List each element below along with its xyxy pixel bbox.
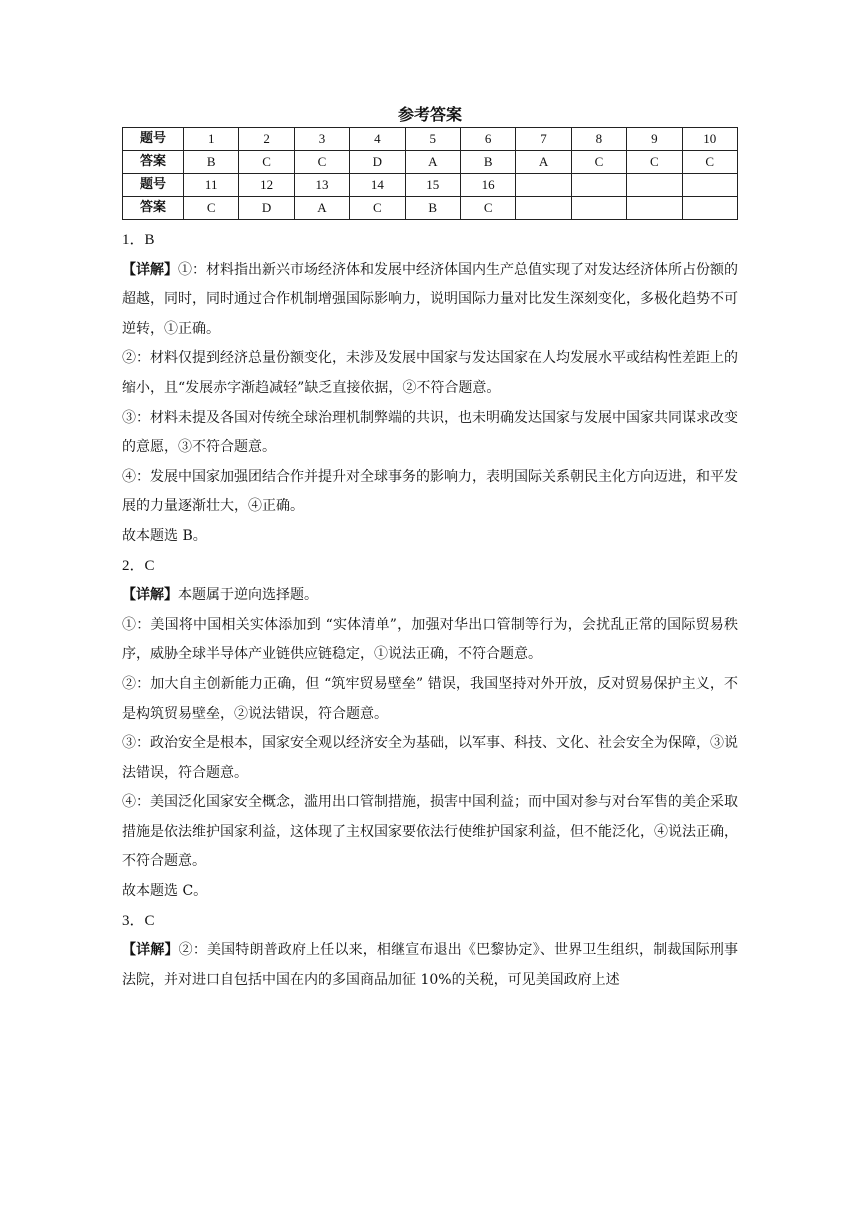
table-cell: A [516,151,571,174]
table-cell: C [571,151,626,174]
question-number: 1．B [122,232,155,248]
paragraph-text: ③：材料未提及各国对传统全球治理机制弊端的共识，也未明确发达国家与发展中国家共同谋求改变的意愿，③不符合题意。 [122,409,738,456]
table-cell: 12 [239,174,294,197]
paragraph-text: ④：美国泛化国家安全概念，滥用出口管制措施，损害中国利益；而中国对参与对台军售的美企采取措施是依法维护国家利益，这体现了主权国家要依法行使维护国家利益，但不能泛化，④说法正确，不符合题意。 [122,794,738,870]
table-cell: 9 [627,128,682,151]
paragraph-text: ④：发展中国家加强团结合作并提升对全球事务的影响力，表明国际关系朝民主化方向迈进，和平发展的力量逐渐壮大，④正确。 [122,468,738,515]
detail-tag: 【详解】 [122,942,179,959]
table-cell: C [184,197,239,220]
table-cell [571,174,626,197]
table-row [123,128,738,151]
answer-table [122,127,738,220]
explanation-paragraph [122,463,738,522]
table-cell: 5 [405,128,460,151]
paragraph-text: ①：材料指出新兴市场经济体和发展中经济体国内生产总值实现了对发达经济体所占份额的超越，同时，同时通过合作机制增强国际影响力，说明国际力量对比发生深刻变化，多极化趋势不可逆转，①正确。 [122,261,738,337]
table-cell: C [627,151,682,174]
explanation-paragraph [122,344,738,403]
explanation-paragraph [122,670,738,729]
table-cell [682,197,737,220]
explanation-paragraph [122,788,738,877]
table-cell: 4 [350,128,405,151]
table-cell: D [239,197,294,220]
table-cell: C [239,151,294,174]
table-cell: 8 [571,128,626,151]
explanation-paragraph [122,729,738,788]
table-cell: 14 [350,174,405,197]
table-cell: A [405,151,460,174]
row-header: 题号 [123,174,184,197]
detail-tag: 【详解】 [122,587,178,604]
table-cell: B [184,151,239,174]
document-title: 参考答案 [397,105,462,124]
table-cell: 15 [405,174,460,197]
explanation-paragraph [122,256,738,345]
table-cell: B [460,151,515,174]
table-cell [627,174,682,197]
question-number: 2．C [122,557,155,574]
table-cell: 2 [239,128,294,151]
question-number: 3．C [122,912,155,929]
table-cell: 3 [294,128,349,151]
table-cell [516,174,571,197]
paragraph-text: 故本题选 C。 [122,883,208,900]
paragraph-text: ③：政治安全是根本，国家安全观以经济安全为基础，以军事、科技、文化、社会安全为保障，③说法错误，符合题意。 [122,735,738,781]
answer-explanations [122,226,738,995]
table-cell: A [294,197,349,220]
explanation-paragraph [122,404,738,463]
explanation-paragraph [122,877,738,907]
table-cell [682,174,737,197]
explanation-paragraph [122,936,738,995]
explanation-paragraph [122,611,738,670]
table-row [123,151,738,174]
table-cell [571,197,626,220]
paragraph-text: 故本题选 B。 [122,527,207,544]
row-header: 答案 [123,151,184,174]
table-cell: D [350,151,405,174]
detail-tag: 【详解】 [122,261,178,278]
table-cell: C [294,151,349,174]
row-header: 题号 [123,128,184,151]
paragraph-text: 本题属于逆向选择题。 [178,587,318,604]
explanation-paragraph [122,522,738,552]
table-row [123,174,738,197]
table-cell: C [350,197,405,220]
table-cell: 1 [184,128,239,151]
paragraph-text: ②：美国特朗普政府上任以来，相继宣布退出《巴黎协定》、世界卫生组织，制裁国际刑事法院，并对进口自包括中国在内的多国商品加征 10%的关税，可见美国政府上述 [122,942,739,988]
table-cell: C [682,151,737,174]
table-row [123,197,738,220]
table-cell: B [405,197,460,220]
table-cell: 10 [682,128,737,151]
table-cell: 16 [460,174,515,197]
row-header: 答案 [123,197,184,220]
table-cell: 11 [184,174,239,197]
paragraph-text: ②：材料仅提到经济总量份额变化，未涉及发展中国家与发达国家在人均发展水平或结构性差距上的缩小，且“发展赤字渐趋减轻”缺乏直接依据，②不符合题意。 [122,350,738,396]
table-cell: 7 [516,128,571,151]
table-cell [627,197,682,220]
paragraph-text: ②：加大自主创新能力正确，但 “筑牢贸易壁垒” 错误，我国坚持对外开放，反对贸易保护主义，不是构筑贸易壁垒，②说法错误，符合题意。 [122,675,738,722]
paragraph-text: ①：美国将中国相关实体添加到 “实体清单”，加强对华出口管制等行为，会扰乱正常的国际贸易秩序，威胁全球半导体产业链供应链稳定，①说法正确，不符合题意。 [122,616,738,663]
table-cell: 6 [460,128,515,151]
table-cell: 13 [294,174,349,197]
table-cell: C [460,197,515,220]
explanation-paragraph [122,581,738,611]
table-cell [516,197,571,220]
